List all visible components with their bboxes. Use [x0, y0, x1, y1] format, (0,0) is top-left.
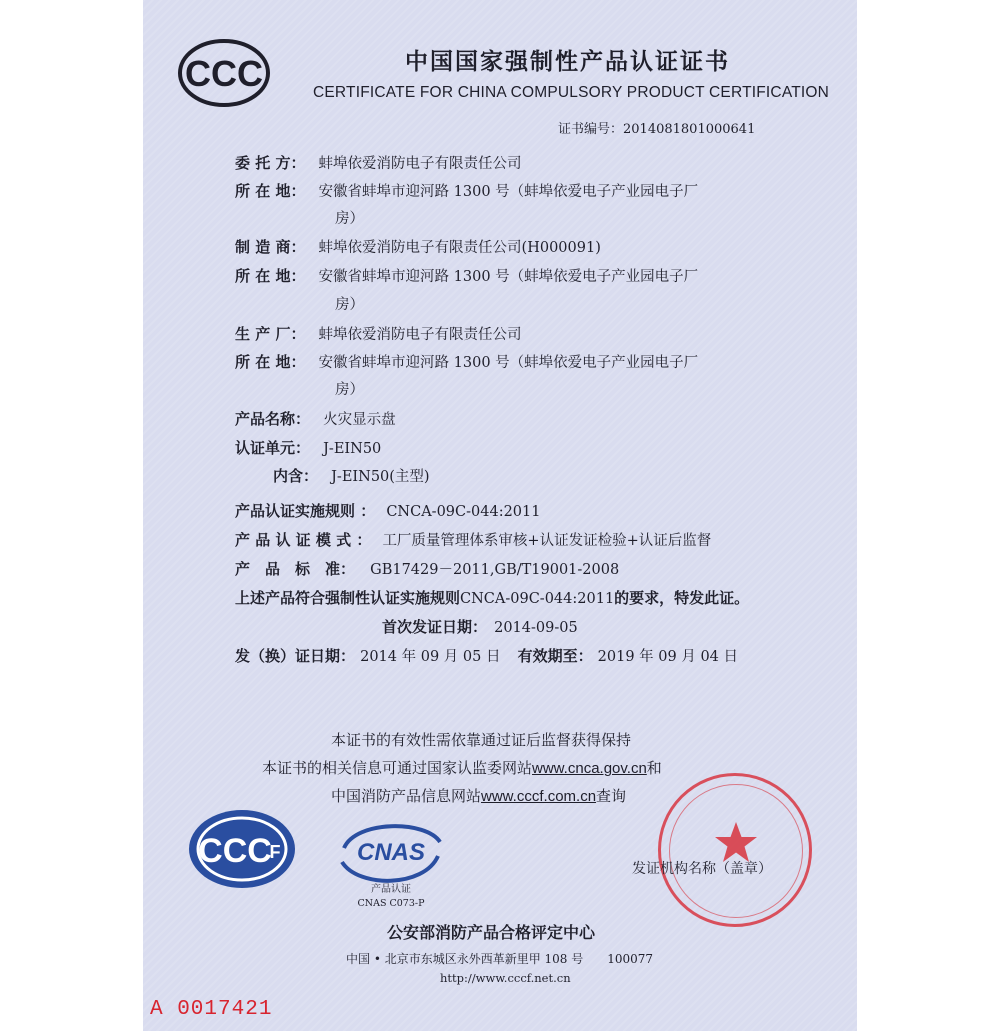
footer-url[interactable]: http://www.cccf.net.cn [440, 971, 571, 985]
contains-value: J-EIN50(主型) [331, 469, 430, 485]
conformity-code: CNCA-09C-044:2011 [460, 591, 615, 607]
notice-line1: 本证书的有效性需依靠通过证后监督获得保持 [331, 731, 632, 749]
factory-label: 生 产 厂： [235, 325, 306, 343]
title-cn: 中国国家强制性产品认证证书 [405, 49, 730, 75]
footer-org: 公安部消防产品合格评定中心 [387, 923, 596, 942]
cccf-logo [187, 808, 297, 890]
ccc-logo-text: CCC [185, 53, 263, 94]
address3-line2: 房） [335, 382, 364, 398]
cert-number [558, 118, 755, 137]
issue-date-label: 发（换）证日期： [235, 647, 356, 665]
address1-row [235, 180, 698, 201]
cccf-link[interactable]: www.cccf.com.cn [481, 788, 597, 805]
mode-label: 产 品 认 证 模 式 ： [235, 531, 372, 549]
valid-date-value: 2019 年 09 月 04 日 [597, 649, 739, 665]
notice-line2 [262, 757, 662, 778]
client-value: 蚌埠依爱消防电子有限责任公司 [318, 156, 522, 172]
conformity-statement [235, 587, 749, 608]
issuer-label: 发证机构名称（盖章） [632, 861, 772, 877]
address2-line2: 房） [335, 297, 364, 313]
official-seal [658, 773, 812, 927]
address2-row [235, 265, 698, 286]
first-issue-row [382, 616, 578, 637]
address1-line2: 房） [335, 211, 364, 227]
valid-date-label: 有效期至： [517, 647, 593, 665]
mode-row [235, 529, 711, 550]
notice-line2-prefix: 本证书的相关信息可通过国家认监委网站 [262, 759, 533, 777]
manufacturer-row [235, 236, 601, 257]
address1-line1: 安徽省蚌埠市迎河路 1300 号（蚌埠依爱电子产业园电子厂 [318, 184, 699, 200]
notice-line3-prefix: 中国消防产品信息网站 [331, 787, 482, 805]
contains-label: 内含： [273, 467, 319, 485]
contains-row [273, 465, 430, 486]
unit-row [235, 437, 381, 458]
conformity-suffix: 的要求，特发此证。 [614, 589, 750, 607]
cnca-link[interactable]: www.cnca.gov.cn [532, 760, 647, 777]
rule-label: 产品认证实施规则 ： [235, 502, 376, 520]
product-name-label: 产品名称： [235, 410, 311, 428]
factory-value: 蚌埠依爱消防电子有限责任公司 [318, 327, 522, 343]
client-label: 委 托 方： [235, 154, 306, 172]
mode-value: 工厂质量管理体系审核+认证发证检验+认证后监督 [382, 533, 712, 549]
serial-number: A 0017421 [150, 998, 273, 1021]
footer-address: 中国 • 北京市东城区永外西革新里甲 108 号 100077 [346, 952, 654, 966]
address1-label: 所 在 地： [235, 182, 306, 200]
cccf-logo-text: CCC [198, 832, 272, 870]
cnas-caption1: 产品认证 [371, 884, 411, 895]
first-issue-value: 2014-09-05 [494, 620, 578, 636]
standard-label: 产 品 标 准： [235, 560, 356, 578]
cccf-logo-f: F [269, 842, 281, 862]
notice-line3 [331, 785, 626, 806]
manufacturer-value: 蚌埠依爱消防电子有限责任公司(H000091) [318, 240, 601, 256]
standard-row [235, 558, 619, 579]
rule-value: CNCA-09C-044:2011 [386, 504, 541, 520]
cnas-logo-text: CNAS [356, 839, 426, 866]
factory-row [235, 323, 522, 344]
unit-label: 认证单元： [235, 439, 311, 457]
address3-line1: 安徽省蚌埠市迎河路 1300 号（蚌埠依爱电子产业园电子厂 [318, 355, 699, 371]
address2-label: 所 在 地： [235, 267, 306, 285]
issue-date-value: 2014 年 09 月 05 日 [360, 649, 501, 665]
address3-row [235, 351, 698, 372]
first-issue-label: 首次发证日期： [382, 618, 488, 636]
standard-value: GB17429－2011,GB/T19001-2008 [370, 562, 620, 578]
address2-line1: 安徽省蚌埠市迎河路 1300 号（蚌埠依爱电子产业园电子厂 [318, 269, 699, 285]
product-name-value: 火灾显示盘 [323, 412, 396, 428]
product-name-row [235, 408, 396, 429]
conformity-prefix: 上述产品符合强制性认证实施规则 [235, 589, 461, 607]
cert-number-value: 2014081801000641 [623, 122, 756, 137]
ccc-logo [178, 38, 270, 108]
address3-label: 所 在 地： [235, 353, 306, 371]
cert-number-label: 证书编号： [558, 122, 624, 137]
rule-row [235, 500, 540, 521]
cnas-caption2: CNAS C073-P [357, 898, 425, 909]
client-row [235, 152, 522, 173]
unit-value: J-EIN50 [323, 441, 382, 457]
manufacturer-label: 制 造 商： [235, 238, 306, 256]
notice-line3-suffix: 查询 [596, 787, 627, 805]
title-en: CERTIFICATE FOR CHINA COMPULSORY PRODUCT CERTIFICATION [313, 84, 830, 101]
cnas-logo [336, 810, 446, 910]
notice-line2-suffix: 和 [646, 759, 662, 777]
dates-row [235, 645, 738, 666]
